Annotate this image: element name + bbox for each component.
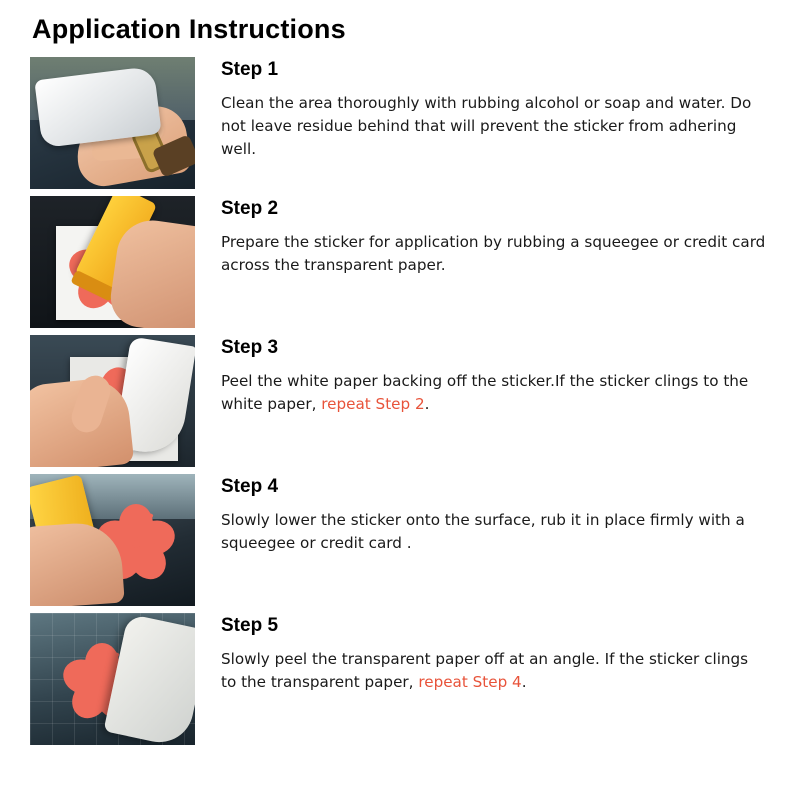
- steps-list: [30, 57, 770, 752]
- step-text-block: [195, 335, 770, 416]
- step-body-text: Peel the white paper backing off the sticker.If the sticker clings to the white paper,: [221, 372, 749, 414]
- list-item: [30, 474, 770, 606]
- step-body-text-end: .: [521, 673, 527, 692]
- step-heading: Step 4: [221, 476, 279, 497]
- step-body-text-end: .: [424, 395, 430, 414]
- step-4-apply-sticker-photo: [30, 474, 195, 606]
- step-body: [221, 370, 766, 416]
- step-1-clean-surface-photo: [30, 57, 195, 189]
- step-2-squeegee-sticker-photo: [30, 196, 195, 328]
- list-item: [30, 613, 770, 745]
- step-body-text: Prepare the sticker for application by rubbing a squeegee or credit card across the transparent paper.: [221, 233, 766, 275]
- step-text-block: [195, 196, 770, 277]
- step-body-text: Slowly lower the sticker onto the surface, rub it in place firmly with a squeegee or credit card .: [221, 511, 745, 553]
- step-body-text: Slowly peel the transparent paper off at an angle. If the sticker clings to the transparent paper,: [221, 650, 749, 692]
- cleaning-cloth-shape: [34, 66, 161, 148]
- step-body-highlight: repeat Step 2: [321, 395, 425, 414]
- step-body: [221, 231, 766, 277]
- step-body: [221, 92, 766, 161]
- list-item: [30, 335, 770, 467]
- list-item: [30, 57, 770, 189]
- step-heading: Step 1: [221, 59, 279, 80]
- step-heading: Step 5: [221, 615, 279, 636]
- step-heading: Step 2: [221, 198, 279, 219]
- step-body: [221, 509, 766, 555]
- step-heading: Step 3: [221, 337, 279, 358]
- step-body-text: Clean the area thoroughly with rubbing alcohol or soap and water. Do not leave residue behind that will prevent the sticker from adhering well.: [221, 94, 752, 159]
- step-5-peel-transfer-paper-photo: [30, 613, 195, 745]
- step-text-block: [195, 57, 770, 161]
- step-body: [221, 648, 766, 694]
- step-3-peel-backing-photo: [30, 335, 195, 467]
- step-body-highlight: repeat Step 4: [418, 673, 522, 692]
- page-title: Application Instructions: [32, 14, 346, 44]
- list-item: [30, 196, 770, 328]
- step-text-block: [195, 474, 770, 555]
- step-text-block: [195, 613, 770, 694]
